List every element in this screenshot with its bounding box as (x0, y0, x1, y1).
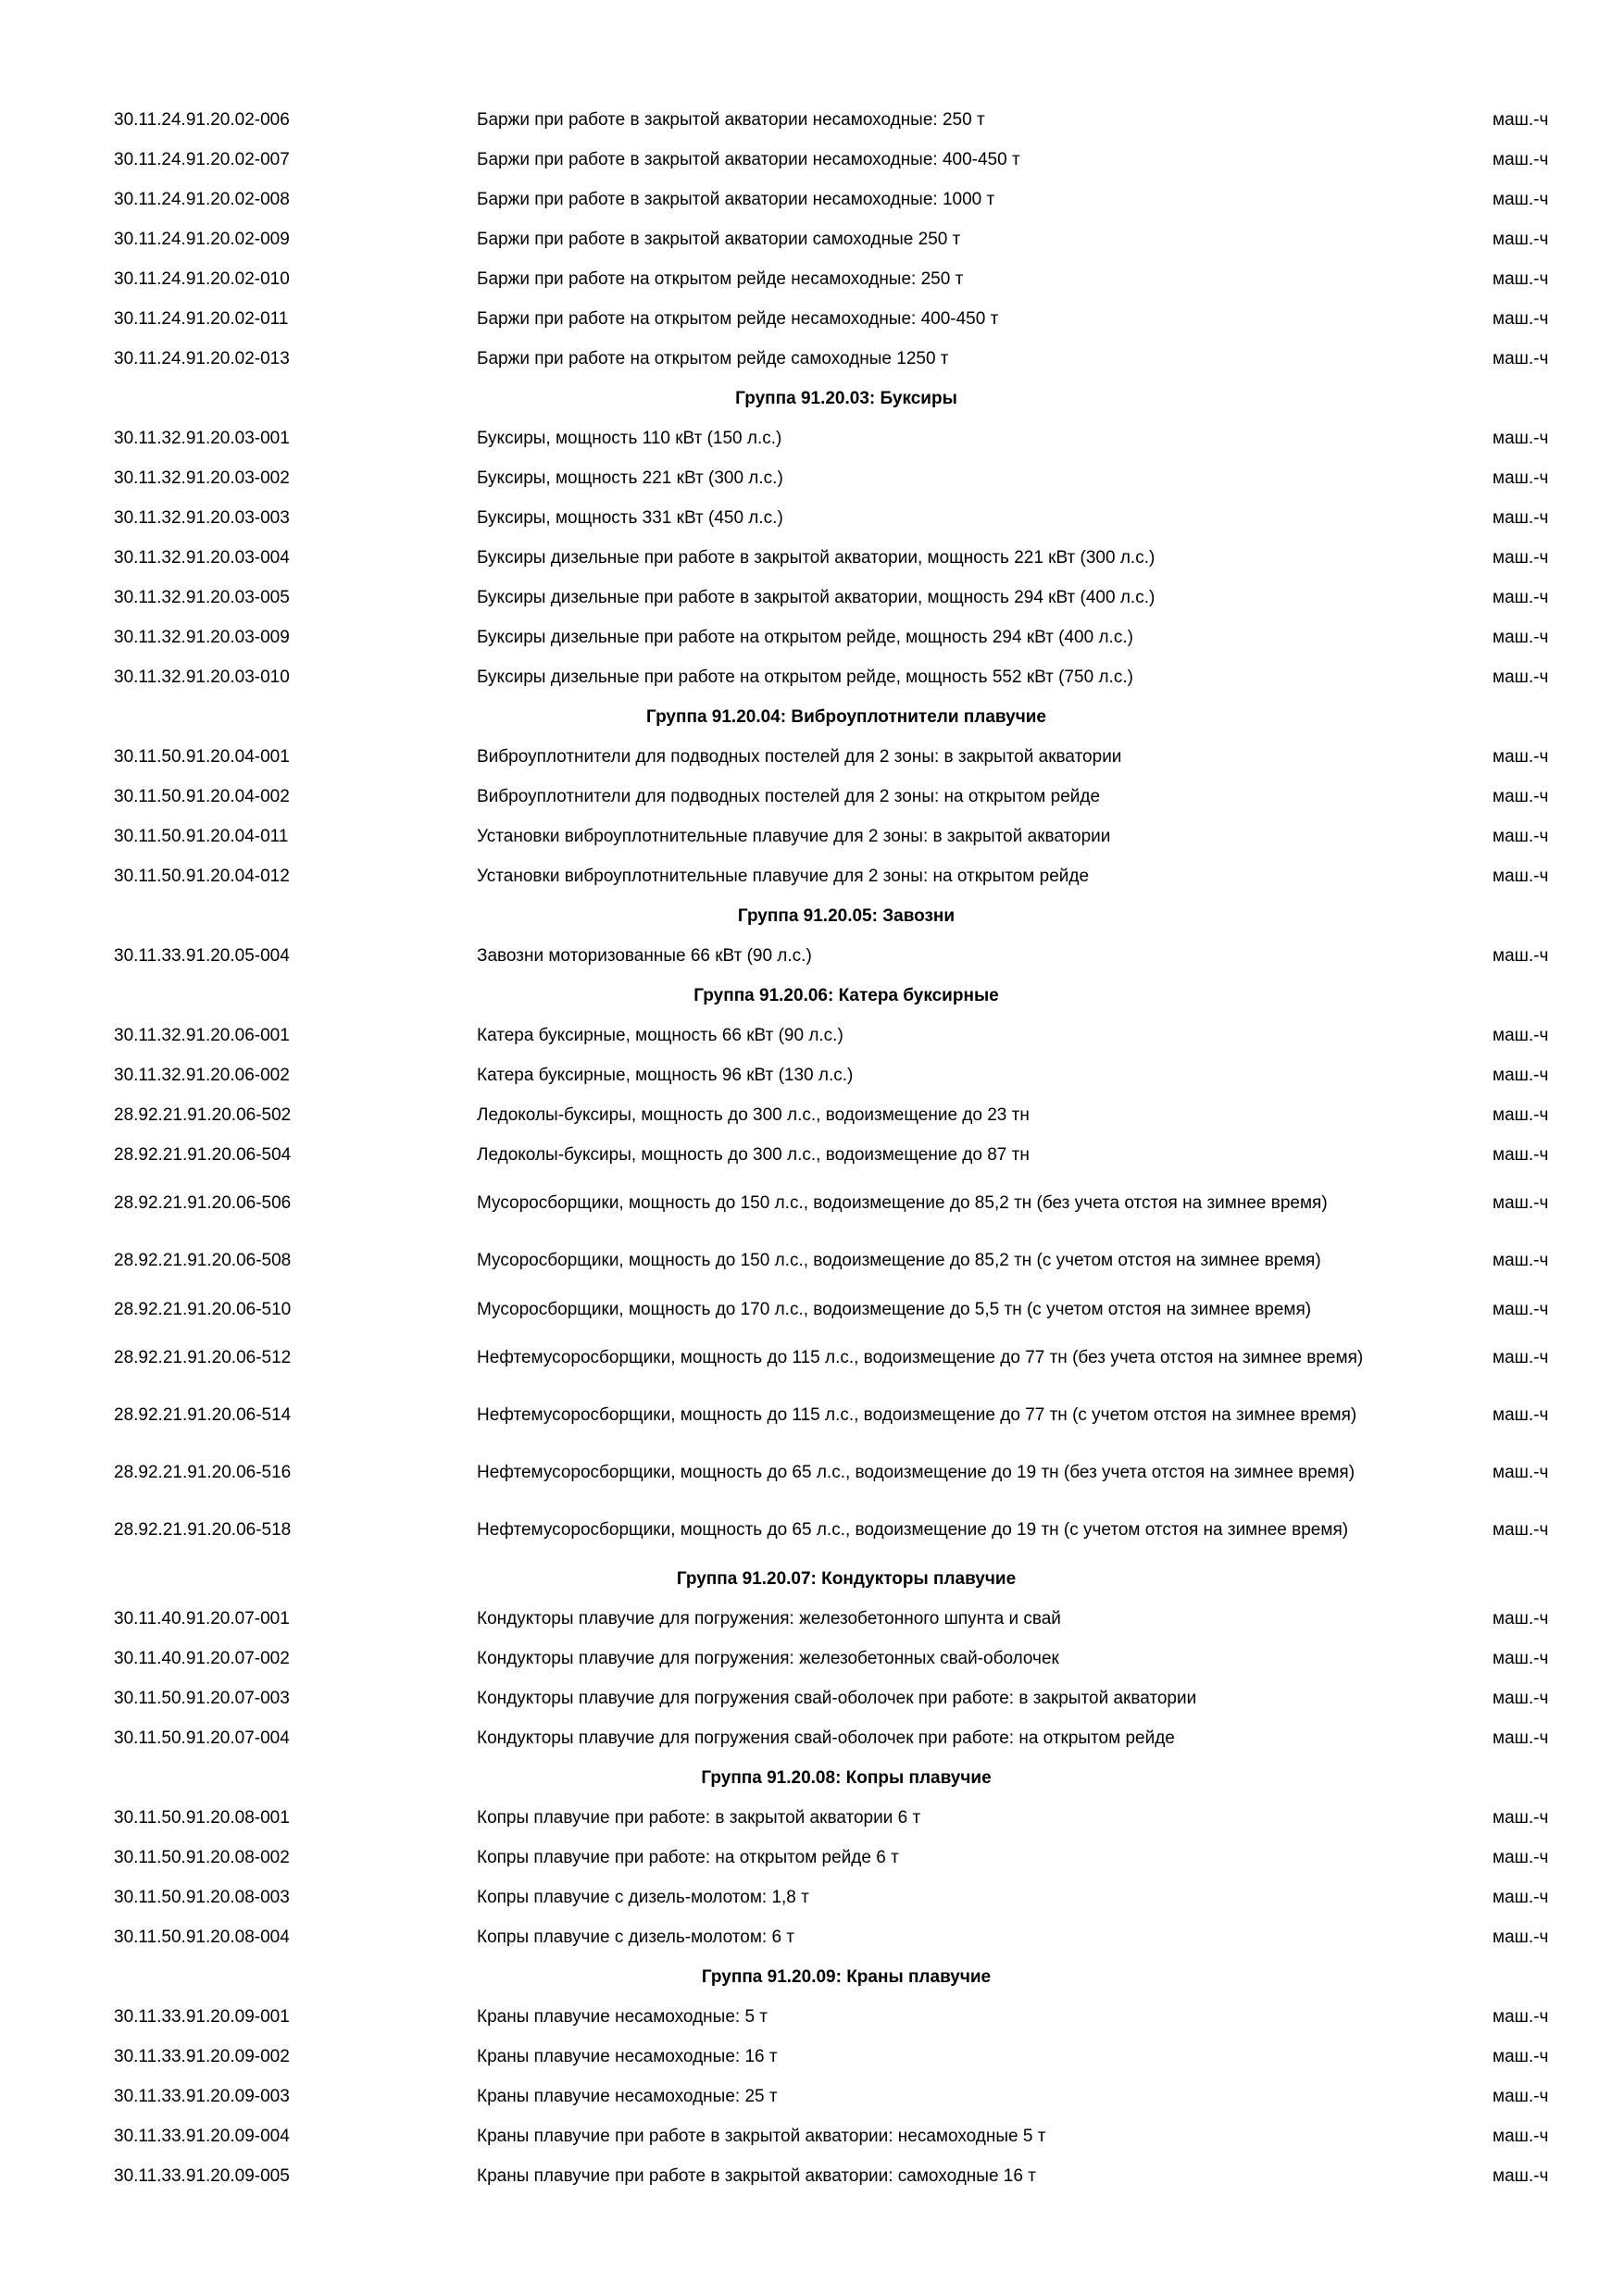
resource-name: Копры плавучие при работе: в закрытой акватории 6 т (477, 1807, 921, 1828)
table-row (0, 2116, 1624, 2156)
table-row (0, 1016, 1624, 1055)
resource-name: Баржи при работе в закрытой акватории несамоходные: 400-450 т (477, 149, 1020, 169)
table-row (0, 777, 1624, 817)
group-header (0, 896, 1624, 936)
resource-code: 30.11.32.91.20.06-002 (114, 1065, 290, 1085)
table-row (0, 339, 1624, 379)
resource-code: 30.11.33.91.20.09-001 (114, 2006, 290, 2027)
resource-code: 30.11.32.91.20.03-002 (114, 468, 290, 488)
resource-code: 30.11.33.91.20.09-005 (114, 2165, 290, 2186)
table-row (0, 498, 1624, 538)
group-title: Группа 91.20.07: Кондукторы плавучие (676, 1568, 1017, 1589)
resource-name: Установки виброуплотнительные плавучие для 2 зоны: на открытом рейде (477, 866, 1090, 886)
table-row (0, 140, 1624, 180)
resource-code: 30.11.32.91.20.03-005 (114, 587, 290, 607)
resource-code: 30.11.50.91.20.07-004 (114, 1728, 290, 1748)
table-row (0, 1678, 1624, 1718)
resource-code: 30.11.24.91.20.02-010 (114, 268, 290, 289)
resource-code: 30.11.24.91.20.02-007 (114, 149, 290, 169)
resource-code: 30.11.32.91.20.03-009 (114, 627, 290, 647)
resource-code: 30.11.24.91.20.02-011 (114, 308, 289, 329)
resource-unit: маш.-ч (1493, 866, 1549, 886)
table-row (0, 2037, 1624, 2077)
resource-name: Краны плавучие при работе в закрытой акватории: несамоходные 5 т (477, 2126, 1046, 2146)
table-row (0, 856, 1624, 896)
resource-code: 30.11.50.91.20.04-001 (114, 746, 290, 767)
resource-code: 28.92.21.91.20.06-518 (114, 1520, 292, 1540)
table-row (0, 1718, 1624, 1758)
table-row (0, 100, 1624, 140)
table-row (0, 1798, 1624, 1838)
resource-unit: маш.-ч (1493, 507, 1549, 528)
resource-name: Кондукторы плавучие для погружения: железобетонного шпунта и свай (477, 1608, 1061, 1628)
table-row (0, 1917, 1624, 1957)
table-row (0, 1599, 1624, 1639)
group-header (0, 1758, 1624, 1798)
resource-unit: маш.-ч (1493, 1025, 1549, 1045)
resource-code: 30.11.32.91.20.03-004 (114, 547, 290, 568)
group-title: Группа 91.20.03: Буксиры (735, 388, 957, 408)
table-row (0, 1135, 1624, 1175)
resource-code: 30.11.32.91.20.06-001 (114, 1025, 290, 1045)
resource-name: Копры плавучие с дизель-молотом: 1,8 т (477, 1887, 809, 1907)
table-row (0, 936, 1624, 976)
resource-unit: маш.-ч (1493, 547, 1549, 568)
resource-code: 30.11.24.91.20.02-006 (114, 109, 290, 130)
resource-name: Ледоколы-буксиры, мощность до 300 л.с., водоизмещение до 87 тн (477, 1144, 1030, 1165)
resource-name: Нефтемусоросборщики, мощность до 65 л.с., водоизмещение до 19 тн (с учетом отстоя на зимнее время) (477, 1520, 1349, 1540)
resource-name: Кондукторы плавучие для погружения свай-оболочек при работе: на открытом рейде (477, 1728, 1175, 1748)
resource-unit: маш.-ч (1493, 308, 1549, 329)
resource-name: Копры плавучие с дизель-молотом: 6 т (477, 1927, 795, 1947)
resource-unit: маш.-ч (1493, 1463, 1549, 1482)
resource-code: 30.11.32.91.20.03-001 (114, 428, 290, 448)
table-row (0, 299, 1624, 339)
table-row (0, 1387, 1624, 1444)
resource-unit: маш.-ч (1493, 945, 1549, 966)
table-row (0, 259, 1624, 299)
resource-unit: маш.-ч (1493, 2165, 1549, 2186)
resource-code: 28.92.21.91.20.06-514 (114, 1405, 292, 1425)
group-header (0, 379, 1624, 418)
resource-unit: маш.-ч (1493, 1728, 1549, 1748)
resource-name: Нефтемусоросборщики, мощность до 65 л.с., водоизмещение до 19 тн (без учета отстоя на зимнее время) (477, 1463, 1355, 1482)
resource-unit: маш.-ч (1493, 348, 1549, 368)
table-row (0, 538, 1624, 578)
resource-code: 28.92.21.91.20.06-502 (114, 1104, 292, 1125)
resource-unit: маш.-ч (1493, 1648, 1549, 1668)
resource-code: 30.11.40.91.20.07-001 (114, 1608, 290, 1628)
resource-unit: маш.-ч (1493, 468, 1549, 488)
resource-name: Нефтемусоросборщики, мощность до 115 л.с., водоизмещение до 77 тн (без учета отстоя на зимнее время) (477, 1348, 1364, 1367)
resource-code: 30.11.40.91.20.07-002 (114, 1648, 290, 1668)
resource-name: Краны плавучие несамоходные: 25 т (477, 2086, 778, 2106)
resource-name: Буксиры, мощность 221 кВт (300 л.с.) (477, 468, 783, 488)
group-title: Группа 91.20.06: Катера буксирные (693, 985, 999, 1005)
resource-unit: маш.-ч (1493, 1927, 1549, 1947)
table-row (0, 180, 1624, 219)
resource-unit: маш.-ч (1493, 1887, 1549, 1907)
resource-code: 28.92.21.91.20.06-516 (114, 1463, 292, 1482)
group-title: Группа 91.20.09: Краны плавучие (701, 1966, 992, 1987)
resource-unit: маш.-ч (1493, 1193, 1549, 1213)
resource-name: Установки виброуплотнительные плавучие для 2 зоны: в закрытой акватории (477, 826, 1111, 846)
resource-unit: маш.-ч (1493, 1144, 1549, 1165)
resource-code: 30.11.33.91.20.05-004 (114, 945, 290, 966)
resource-table (0, 100, 1624, 2196)
resource-name: Кондукторы плавучие для погружения: железобетонных свай-оболочек (477, 1648, 1059, 1668)
resource-code: 30.11.33.91.20.09-004 (114, 2126, 290, 2146)
resource-code: 30.11.50.91.20.04-002 (114, 786, 290, 806)
table-row (0, 1639, 1624, 1678)
resource-code: 30.11.50.91.20.04-012 (114, 866, 290, 886)
table-row (0, 1095, 1624, 1135)
resource-unit: маш.-ч (1493, 1405, 1549, 1425)
table-row (0, 618, 1624, 657)
resource-unit: маш.-ч (1493, 1688, 1549, 1708)
resource-name: Катера буксирные, мощность 66 кВт (90 л.с.) (477, 1025, 843, 1045)
table-row (0, 2077, 1624, 2116)
table-row (0, 1838, 1624, 1878)
resource-unit: маш.-ч (1493, 1807, 1549, 1828)
resource-code: 30.11.50.91.20.04-011 (114, 826, 289, 846)
group-title: Группа 91.20.08: Копры плавучие (701, 1767, 992, 1788)
table-row (0, 1444, 1624, 1502)
resource-name: Баржи при работе на открытом рейде несамоходные: 250 т (477, 268, 964, 289)
resource-unit: маш.-ч (1493, 1065, 1549, 1085)
table-row (0, 1502, 1624, 1559)
resource-name: Завозни моторизованные 66 кВт (90 л.с.) (477, 945, 812, 966)
group-header (0, 976, 1624, 1016)
resource-code: 30.11.32.91.20.03-003 (114, 507, 290, 528)
table-row (0, 1997, 1624, 2037)
resource-name: Краны плавучие несамоходные: 16 т (477, 2046, 778, 2066)
resource-name: Кондукторы плавучие для погружения свай-оболочек при работе: в закрытой акватории (477, 1688, 1197, 1708)
resource-unit: маш.-ч (1493, 2126, 1549, 2146)
resource-code: 30.11.50.91.20.08-002 (114, 1847, 290, 1867)
resource-code: 30.11.24.91.20.02-013 (114, 348, 290, 368)
resource-code: 30.11.33.91.20.09-002 (114, 2046, 290, 2066)
resource-name: Краны плавучие несамоходные: 5 т (477, 2006, 768, 2027)
resource-name: Мусоросборщики, мощность до 170 л.с., водоизмещение до 5,5 тн (с учетом отстоя на зимнее время) (477, 1299, 1312, 1319)
resource-unit: маш.-ч (1493, 1299, 1549, 1319)
resource-name: Мусоросборщики, мощность до 150 л.с., водоизмещение до 85,2 тн (без учета отстоя на зимнее время) (477, 1193, 1328, 1213)
resource-unit: маш.-ч (1493, 786, 1549, 806)
resource-name: Буксиры дизельные при работе в закрытой акватории, мощность 221 кВт (300 л.с.) (477, 547, 1156, 568)
resource-unit: маш.-ч (1493, 746, 1549, 767)
table-row (0, 219, 1624, 259)
resource-unit: маш.-ч (1493, 587, 1549, 607)
resource-name: Баржи при работе в закрытой акватории самоходные 250 т (477, 229, 961, 249)
resource-unit: маш.-ч (1493, 826, 1549, 846)
group-header (0, 1957, 1624, 1997)
resource-unit: маш.-ч (1493, 667, 1549, 687)
resource-unit: маш.-ч (1493, 2006, 1549, 2027)
resource-unit: маш.-ч (1493, 109, 1549, 130)
resource-code: 28.92.21.91.20.06-506 (114, 1193, 292, 1213)
resource-unit: маш.-ч (1493, 189, 1549, 209)
resource-unit: маш.-ч (1493, 1104, 1549, 1125)
resource-code: 28.92.21.91.20.06-508 (114, 1251, 292, 1270)
resource-name: Нефтемусоросборщики, мощность до 115 л.с., водоизмещение до 77 тн (с учетом отстоя на зимнее время) (477, 1405, 1357, 1425)
resource-unit: маш.-ч (1493, 2086, 1549, 2106)
resource-name: Буксиры дизельные при работе в закрытой акватории, мощность 294 кВт (400 л.с.) (477, 587, 1156, 607)
resource-unit: маш.-ч (1493, 428, 1549, 448)
resource-code: 30.11.24.91.20.02-008 (114, 189, 290, 209)
resource-name: Катера буксирные, мощность 96 кВт (130 л.с.) (477, 1065, 854, 1085)
group-header (0, 1559, 1624, 1599)
table-row (0, 1175, 1624, 1232)
resource-unit: маш.-ч (1493, 627, 1549, 647)
table-row (0, 737, 1624, 777)
resource-name: Баржи при работе в закрытой акватории несамоходные: 250 т (477, 109, 985, 130)
table-row (0, 1329, 1624, 1387)
group-title: Группа 91.20.05: Завозни (737, 905, 956, 926)
resource-unit: маш.-ч (1493, 1520, 1549, 1540)
resource-code: 30.11.50.91.20.08-001 (114, 1807, 290, 1828)
resource-name: Виброуплотнители для подводных постелей для 2 зоны: на открытом рейде (477, 786, 1101, 806)
resource-name: Баржи при работе на открытом рейде несамоходные: 400-450 т (477, 308, 999, 329)
resource-unit: маш.-ч (1493, 1608, 1549, 1628)
resource-name: Буксиры дизельные при работе на открытом рейде, мощность 552 кВт (750 л.с.) (477, 667, 1133, 687)
table-row (0, 657, 1624, 697)
resource-unit: маш.-ч (1493, 229, 1549, 249)
table-row (0, 418, 1624, 458)
resource-code: 30.11.50.91.20.08-004 (114, 1927, 290, 1947)
resource-unit: маш.-ч (1493, 1251, 1549, 1270)
table-row (0, 1232, 1624, 1290)
resource-name: Виброуплотнители для подводных постелей для 2 зоны: в закрытой акватории (477, 746, 1122, 767)
resource-unit: маш.-ч (1493, 2046, 1549, 2066)
resource-code: 30.11.32.91.20.03-010 (114, 667, 290, 687)
resource-name: Буксиры, мощность 110 кВт (150 л.с.) (477, 428, 782, 448)
table-row (0, 1055, 1624, 1095)
resource-unit: маш.-ч (1493, 149, 1549, 169)
resource-name: Ледоколы-буксиры, мощность до 300 л.с., водоизмещение до 23 тн (477, 1104, 1030, 1125)
resource-name: Буксиры, мощность 331 кВт (450 л.с.) (477, 507, 783, 528)
group-header (0, 697, 1624, 737)
resource-code: 30.11.50.91.20.08-003 (114, 1887, 290, 1907)
table-row (0, 2156, 1624, 2196)
resource-code: 30.11.33.91.20.09-003 (114, 2086, 290, 2106)
resource-code: 28.92.21.91.20.06-510 (114, 1299, 292, 1319)
resource-name: Мусоросборщики, мощность до 150 л.с., водоизмещение до 85,2 тн (с учетом отстоя на зимнее время) (477, 1251, 1321, 1270)
table-row (0, 458, 1624, 498)
resource-unit: маш.-ч (1493, 1348, 1549, 1367)
resource-unit: маш.-ч (1493, 268, 1549, 289)
group-title: Группа 91.20.04: Виброуплотнители плавучие (646, 706, 1046, 727)
table-row (0, 1878, 1624, 1917)
resource-code: 28.92.21.91.20.06-512 (114, 1348, 292, 1367)
table-row (0, 578, 1624, 618)
resource-code: 28.92.21.91.20.06-504 (114, 1144, 292, 1165)
resource-name: Баржи при работе на открытом рейде самоходные 1250 т (477, 348, 949, 368)
resource-name: Копры плавучие при работе: на открытом рейде 6 т (477, 1847, 899, 1867)
resource-code: 30.11.24.91.20.02-009 (114, 229, 290, 249)
resource-name: Баржи при работе в закрытой акватории несамоходные: 1000 т (477, 189, 995, 209)
resource-code: 30.11.50.91.20.07-003 (114, 1688, 290, 1708)
resource-unit: маш.-ч (1493, 1847, 1549, 1867)
resource-name: Буксиры дизельные при работе на открытом рейде, мощность 294 кВт (400 л.с.) (477, 627, 1133, 647)
table-row (0, 1290, 1624, 1329)
table-row (0, 817, 1624, 856)
resource-name: Краны плавучие при работе в закрытой акватории: самоходные 16 т (477, 2165, 1036, 2186)
